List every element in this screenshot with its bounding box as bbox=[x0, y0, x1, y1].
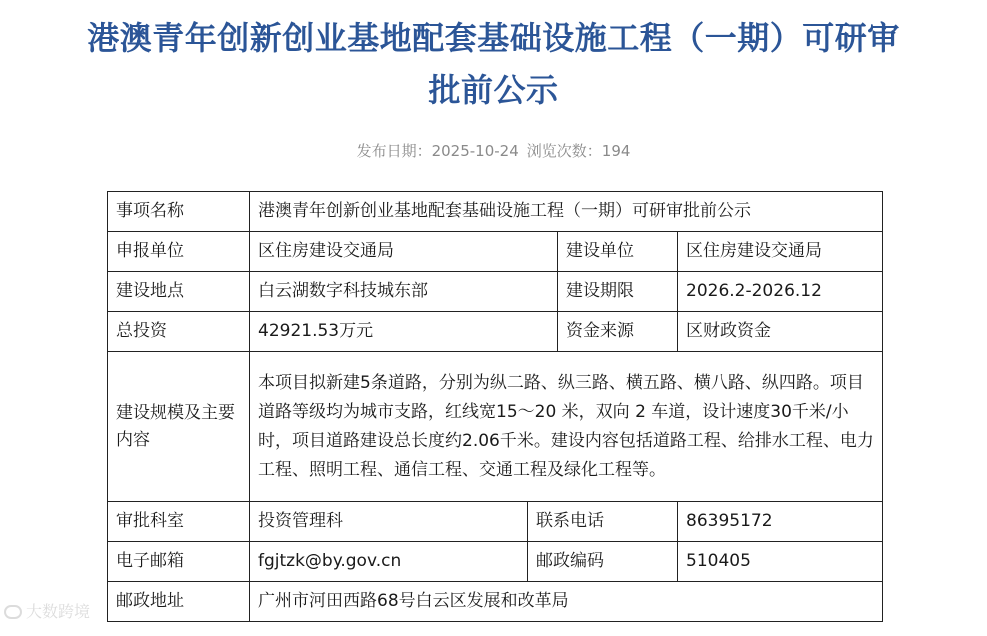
watermark bbox=[4, 600, 90, 624]
funding-label: 资金来源 bbox=[558, 312, 678, 352]
approval-dept-label: 审批科室 bbox=[108, 502, 250, 542]
page-title-line-1: 港澳青年创新创业基地配套基础设施工程（一期）可研审 bbox=[87, 19, 900, 57]
phone-label: 联系电话 bbox=[528, 502, 678, 542]
item-name-value: 港澳青年创新创业基地配套基础设施工程（一期）可研审批前公示 bbox=[250, 192, 883, 232]
table-row bbox=[108, 582, 883, 622]
table-row bbox=[108, 502, 883, 542]
email-value: fgjtzk@by.gov.cn bbox=[250, 542, 528, 582]
postcode-label: 邮政编码 bbox=[528, 542, 678, 582]
investment-label: 总投资 bbox=[108, 312, 250, 352]
location-label: 建设地点 bbox=[108, 272, 250, 312]
page-title-line-2: 批前公示 bbox=[428, 71, 559, 109]
views-count: 194 bbox=[601, 142, 631, 160]
builder-label: 建设单位 bbox=[558, 232, 678, 272]
approval-dept-value: 投资管理科 bbox=[250, 502, 528, 542]
article-meta bbox=[0, 140, 987, 162]
publish-date: 2025-10-24 bbox=[431, 142, 519, 160]
watermark-logo-icon bbox=[4, 605, 22, 619]
email-label: 电子邮箱 bbox=[108, 542, 250, 582]
info-table bbox=[107, 191, 883, 622]
table-row bbox=[108, 192, 883, 232]
table-row bbox=[108, 542, 883, 582]
builder-value: 区住房建设交通局 bbox=[678, 232, 883, 272]
period-value: 2026.2-2026.12 bbox=[678, 272, 883, 312]
table-row bbox=[108, 232, 883, 272]
location-value: 白云湖数字科技城东部 bbox=[250, 272, 558, 312]
funding-value: 区财政资金 bbox=[678, 312, 883, 352]
address-value: 广州市河田西路68号白云区发展和改革局 bbox=[250, 582, 883, 622]
page-title bbox=[0, 12, 987, 116]
address-label: 邮政地址 bbox=[108, 582, 250, 622]
applicant-label: 申报单位 bbox=[108, 232, 250, 272]
phone-value: 86395172 bbox=[678, 502, 883, 542]
watermark-text: 大数跨境 bbox=[26, 602, 91, 621]
table-row bbox=[108, 312, 883, 352]
investment-value: 42921.53万元 bbox=[250, 312, 558, 352]
scope-value: 本项目拟新建5条道路，分别为纵二路、纵三路、横五路、横八路、纵四路。项目道路等级均为城市支路，红线宽15～20 米，双向 2 车道，设计速度30千米/小时，项目道路建设总长度约2.06千米。建设内容包括道路工程、给排水工程、电力工程、照明工程、通信工程、交通工程及绿化工程等。 bbox=[250, 352, 883, 502]
period-label: 建设期限 bbox=[558, 272, 678, 312]
table-row bbox=[108, 272, 883, 312]
table-row bbox=[108, 352, 883, 502]
views-label: 浏览次数： bbox=[526, 142, 602, 160]
publish-date-label: 发布日期： bbox=[356, 142, 432, 160]
scope-label: 建设规模及主要内容 bbox=[108, 352, 250, 502]
item-name-label: 事项名称 bbox=[108, 192, 250, 232]
postcode-value: 510405 bbox=[678, 542, 883, 582]
applicant-value: 区住房建设交通局 bbox=[250, 232, 558, 272]
